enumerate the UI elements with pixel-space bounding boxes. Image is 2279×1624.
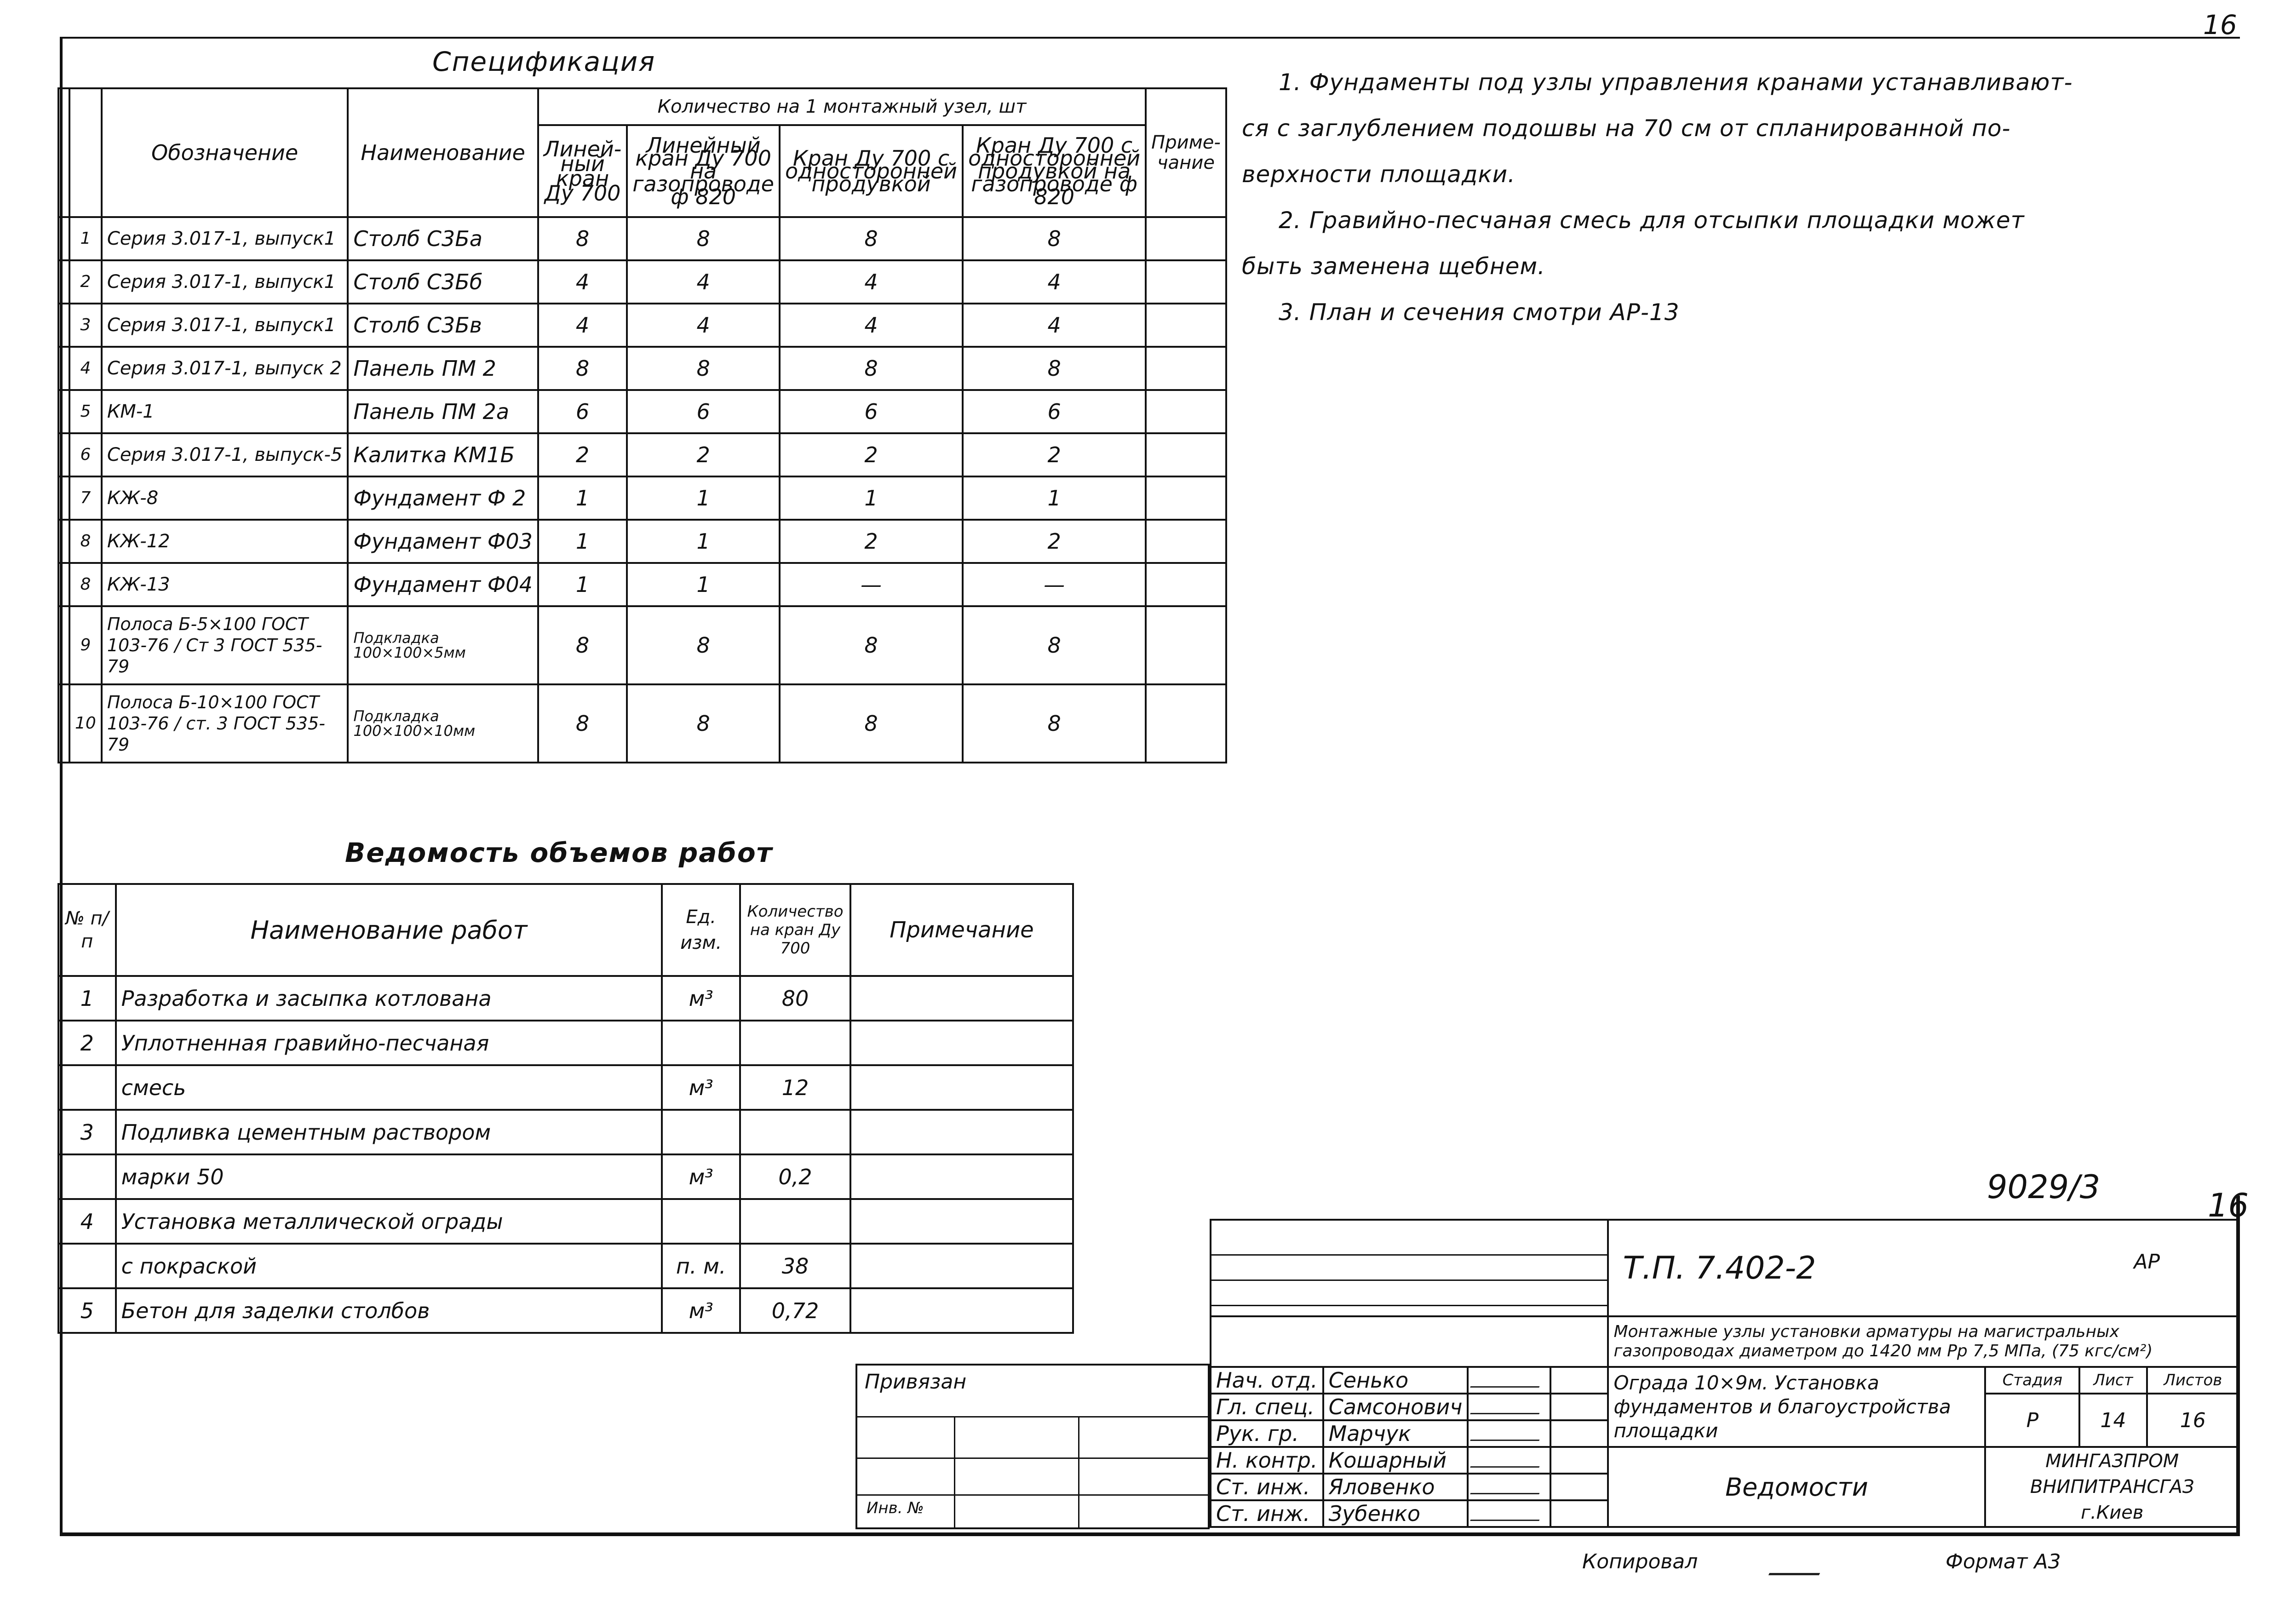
works-cell-qty: 0,2 [740,1154,850,1199]
works-cell-no: 2 [58,1021,116,1065]
spec-cell-qty: 8 [538,217,627,260]
tb-date [1550,1367,1608,1394]
spec-row [58,304,1226,347]
spec-header-name: Наименование [348,88,538,217]
works-cell-note [850,1065,1073,1110]
spec-cell-name: Фундамент Ф04 [348,563,538,606]
inv-label: Инв. № [867,1499,924,1517]
spec-cell-name: Столб С3Бб [348,260,538,304]
spec-cell-blank [58,684,69,763]
tb-section: АР [2134,1250,2160,1274]
tb-role: Гл. спец. [1211,1394,1323,1420]
spec-cell-num: 1 [69,217,102,260]
works-row [58,1110,1073,1154]
spec-cell-num: 3 [69,304,102,347]
spec-cell-num: 10 [69,684,102,763]
works-row [58,1288,1073,1333]
drawing-number: 9029/3 [1987,1168,2101,1206]
spec-cell-qty: 1 [538,563,627,606]
works-cell-name: Бетон для заделки столбов [116,1288,662,1333]
signature-mark [1470,1397,1545,1414]
works-row [58,1244,1073,1288]
spec-cell-qty: 2 [780,433,963,476]
page-corner-number: 16 [2203,9,2237,40]
works-cell-note [850,976,1073,1021]
spec-cell-qty: — [963,563,1146,606]
spec-cell-note [1146,476,1226,520]
works-cell-note [850,1288,1073,1333]
spec-cell-qty: 8 [627,347,780,390]
works-row [58,1065,1073,1110]
works-cell-qty [740,1199,850,1244]
spec-cell-designation: КЖ-13 [102,563,348,606]
spec-cell-qty: 1 [538,476,627,520]
works-table [57,883,1074,1334]
spec-cell-qty: 2 [627,433,780,476]
spec-cell-qty: 4 [538,304,627,347]
tb-sheets: 16 [2147,1394,2239,1447]
works-cell-qty [740,1110,850,1154]
tb-date [1550,1500,1608,1527]
tb-org-line: МИНГАЗПРОМ [2045,1451,2179,1472]
works-row [58,1154,1073,1199]
works-cell-name: Установка металлической ограды [116,1199,662,1244]
spec-cell-qty: 6 [963,390,1146,433]
spec-cell-qty: 8 [780,217,963,260]
note-line: верхности площадки. [1242,161,1516,188]
spec-cell-note [1146,260,1226,304]
works-cell-unit: м³ [662,1288,740,1333]
spec-cell-qty: 8 [538,347,627,390]
works-cell-note [850,1199,1073,1244]
signature-mark [1470,1371,1545,1388]
tb-person-row [1211,1367,2239,1394]
spec-header-designation: Обозначение [102,88,348,217]
spec-cell-qty: 1 [538,520,627,563]
spec-cell-qty: 8 [963,606,1146,684]
spec-row [58,390,1226,433]
works-title: Ведомость объемов работ [345,837,773,868]
spec-col-num [69,88,102,217]
tb-org-line: ВНИПИТРАНСГАЗ [2030,1476,2194,1498]
spec-title: Спецификация [432,46,656,77]
tb-doc-title: Ведомости [1608,1447,1985,1527]
works-header-no: № п/п [58,884,116,976]
spec-row [58,476,1226,520]
spec-cell-qty: 8 [780,606,963,684]
spec-header-col1: Линей-ный кран Ду 700 [538,125,627,217]
spec-cell-note [1146,684,1226,763]
spec-header-col2: Линейный кран Ду 700 на газопроводе ф 820 [627,125,780,217]
note-line: 1. Фундаменты под узлы управления кранами устанавливают- [1279,69,2073,96]
spec-cell-qty: 8 [538,684,627,763]
works-cell-no [58,1065,116,1110]
spec-cell-designation: Серия 3.017-1, выпуск1 [102,260,348,304]
tb-role: Рук. гр. [1211,1420,1323,1447]
works-cell-no: 3 [58,1110,116,1154]
spec-cell-blank [58,476,69,520]
spec-cell-qty: 8 [963,347,1146,390]
signature-mark [1470,1504,1545,1521]
tb-date [1550,1474,1608,1500]
spec-cell-num: 2 [69,260,102,304]
spec-cell-qty: — [780,563,963,606]
spec-cell-qty: 8 [538,606,627,684]
spec-col-blank [58,88,69,217]
spec-cell-blank [58,217,69,260]
spec-cell-qty: 1 [627,476,780,520]
tb-blank-row [1211,1316,1608,1367]
works-cell-no [58,1244,116,1288]
works-cell-unit: п. м. [662,1244,740,1288]
spec-cell-num: 8 [69,520,102,563]
spec-cell-designation: Полоса Б-5×100 ГОСТ 103-76 / Ст 3 ГОСТ 535-79 [102,606,348,684]
tb-role: Нач. отд. [1211,1367,1323,1394]
spec-cell-qty: 2 [963,520,1146,563]
signature-mark [1470,1451,1545,1468]
tb-signature [1468,1394,1550,1420]
works-cell-note [850,1154,1073,1199]
works-cell-name: Разработка и засыпка котлована [116,976,662,1021]
spec-header-col4: Кран Ду 700 с односторонней продувкой на газопроводе ф 820 [963,125,1146,217]
spec-cell-num: 6 [69,433,102,476]
spec-row [58,563,1226,606]
spec-cell-name: Фундамент Ф 2 [348,476,538,520]
works-cell-qty: 12 [740,1065,850,1110]
works-cell-unit [662,1199,740,1244]
spec-cell-blank [58,260,69,304]
general-notes [1242,69,2185,345]
tb-sheet: 14 [2079,1394,2147,1447]
spec-cell-name: Панель ПМ 2а [348,390,538,433]
tb-signature [1468,1500,1550,1527]
works-cell-unit [662,1021,740,1065]
tb-object: Ограда 10×9м. Установка фундаментов и благоустройства площадки [1608,1367,1985,1447]
signature-mark [1470,1477,1545,1494]
tb-role: Н. контр. [1211,1447,1323,1474]
note-line: ся с заглублением подошвы на 70 см от спланированной по- [1242,115,2011,142]
spec-cell-blank [58,433,69,476]
works-header-name: Наименование работ [116,884,662,976]
spec-header-col3: Кран Ду 700 с односторонней продувкой [780,125,963,217]
note-line: 3. План и сечения смотри АР-13 [1279,299,1680,326]
spec-row [58,217,1226,260]
works-header-note: Примечание [850,884,1073,976]
privyazan-block [855,1364,1210,1529]
spec-cell-qty: 8 [627,684,780,763]
spec-cell-note [1146,606,1226,684]
works-cell-unit: м³ [662,1154,740,1199]
spec-cell-qty: 4 [780,260,963,304]
works-cell-name: Уплотненная гравийно-песчаная [116,1021,662,1065]
tb-organization [1985,1447,2239,1527]
works-cell-name: с покраской [116,1244,662,1288]
works-cell-no [58,1154,116,1199]
stamp-corner-number: 16 [2208,1187,2249,1224]
works-header-qty: Количество на кран Ду 700 [740,884,850,976]
spec-table [57,87,1227,763]
spec-cell-blank [58,347,69,390]
tb-stage-label: Стадия [1985,1367,2079,1394]
spec-cell-name: Подкладка 100×100×5мм [348,606,538,684]
spec-cell-num: 9 [69,606,102,684]
spec-cell-designation: КЖ-8 [102,476,348,520]
spec-row [58,347,1226,390]
works-cell-name: Подливка цементным раствором [116,1110,662,1154]
spec-cell-qty: 8 [780,347,963,390]
spec-cell-qty: 4 [538,260,627,304]
works-cell-note [850,1110,1073,1154]
tb-person-row [1211,1447,2239,1474]
works-cell-unit [662,1110,740,1154]
spec-cell-qty: 8 [627,217,780,260]
spec-cell-qty: 1 [963,476,1146,520]
works-cell-name: смесь [116,1065,662,1110]
spec-cell-qty: 2 [963,433,1146,476]
spec-cell-designation: Серия 3.017-1, выпуск-5 [102,433,348,476]
tb-date [1550,1394,1608,1420]
works-cell-qty [740,1021,850,1065]
tb-sheet-label: Лист [2079,1367,2147,1394]
signature-mark [1470,1424,1545,1441]
tb-org-line: г.Киев [2081,1502,2144,1523]
spec-cell-qty: 2 [780,520,963,563]
spec-cell-note [1146,433,1226,476]
spec-cell-name: Панель ПМ 2 [348,347,538,390]
tb-project: Монтажные узлы установки арматуры на магистральных газопроводах диаметром до 1420 мм Рр 7,5 МПа, (75 кгс/см²) [1608,1316,2239,1367]
spec-cell-num: 8 [69,563,102,606]
works-cell-qty: 38 [740,1244,850,1288]
spec-cell-note [1146,520,1226,563]
spec-cell-qty: 6 [627,390,780,433]
spec-cell-num: 5 [69,390,102,433]
spec-cell-note [1146,390,1226,433]
spec-cell-qty: 4 [780,304,963,347]
works-cell-no: 1 [58,976,116,1021]
tb-date [1550,1420,1608,1447]
tb-date [1550,1447,1608,1474]
tb-code-cell [1608,1220,2239,1316]
works-header-unit: Ед. изм. [662,884,740,976]
privyazan-label: Привязан [865,1370,967,1394]
tb-signature [1468,1420,1550,1447]
spec-cell-qty: 8 [780,684,963,763]
spec-header-note: Приме-чание [1146,88,1226,217]
spec-cell-note [1146,563,1226,606]
spec-header-qty: Количество на 1 монтажный узел, шт [538,88,1146,125]
works-cell-name: марки 50 [116,1154,662,1199]
spec-cell-qty: 4 [627,260,780,304]
tb-signature [1468,1474,1550,1500]
tb-person-name: Марчук [1323,1420,1468,1447]
works-cell-unit: м³ [662,976,740,1021]
spec-cell-blank [58,520,69,563]
note-line: быть заменена щебнем. [1242,253,1545,280]
spec-cell-qty: 8 [963,684,1146,763]
spec-cell-qty: 4 [627,304,780,347]
tb-signature [1468,1367,1550,1394]
spec-cell-designation: Серия 3.017-1, выпуск 2 [102,347,348,390]
spec-cell-qty: 1 [627,563,780,606]
spec-cell-note [1146,217,1226,260]
spec-row [58,260,1226,304]
tb-person-name: Зубенко [1323,1500,1468,1527]
spec-cell-num: 7 [69,476,102,520]
spec-row [58,433,1226,476]
spec-cell-qty: 4 [963,260,1146,304]
copied-label: Копировал [1582,1550,1698,1573]
spec-cell-blank [58,563,69,606]
spec-cell-name: Столб С3Бв [348,304,538,347]
tb-person-name: Кошарный [1323,1447,1468,1474]
works-row [58,1199,1073,1244]
works-row [58,976,1073,1021]
title-block [1210,1219,2240,1528]
spec-cell-qty: 8 [627,606,780,684]
works-cell-no: 4 [58,1199,116,1244]
tb-stage: Р [1985,1394,2079,1447]
tb-sheets-label: Листов [2147,1367,2239,1394]
tb-blank-grid [1211,1220,1608,1316]
note-line: 2. Гравийно-песчаная смесь для отсыпки площадки может [1279,207,2025,234]
tb-person-name: Яловенко [1323,1474,1468,1500]
spec-cell-qty: 6 [780,390,963,433]
tb-role: Ст. инж. [1211,1500,1323,1527]
spec-cell-name: Калитка КМ1Б [348,433,538,476]
spec-cell-blank [58,606,69,684]
spec-cell-designation: КЖ-12 [102,520,348,563]
copied-signature [1768,1545,1833,1575]
spec-row [58,520,1226,563]
works-cell-qty: 0,72 [740,1288,850,1333]
spec-row [58,606,1226,684]
works-cell-unit: м³ [662,1065,740,1110]
spec-cell-qty: 2 [538,433,627,476]
spec-cell-note [1146,347,1226,390]
spec-cell-designation: КМ-1 [102,390,348,433]
spec-cell-designation: Полоса Б-10×100 ГОСТ 103-76 / ст. 3 ГОСТ 535-79 [102,684,348,763]
spec-cell-qty: 1 [780,476,963,520]
tb-code: Т.П. 7.402-2 [1623,1250,1816,1286]
spec-cell-name: Столб С3Ба [348,217,538,260]
works-cell-no: 5 [58,1288,116,1333]
works-cell-qty: 80 [740,976,850,1021]
spec-cell-designation: Серия 3.017-1, выпуск1 [102,217,348,260]
tb-role: Ст. инж. [1211,1474,1323,1500]
spec-cell-blank [58,390,69,433]
tb-person-name: Сенько [1323,1367,1468,1394]
spec-cell-qty: 6 [538,390,627,433]
spec-cell-note [1146,304,1226,347]
tb-signature [1468,1447,1550,1474]
spec-cell-designation: Серия 3.017-1, выпуск1 [102,304,348,347]
spec-cell-num: 4 [69,347,102,390]
format-label: Формат А3 [1946,1550,2061,1573]
works-cell-note [850,1244,1073,1288]
spec-cell-name: Подкладка 100×100×10мм [348,684,538,763]
spec-cell-blank [58,304,69,347]
spec-cell-qty: 8 [963,217,1146,260]
spec-cell-name: Фундамент Ф03 [348,520,538,563]
works-row [58,1021,1073,1065]
spec-row [58,684,1226,763]
tb-person-name: Самсонович [1323,1394,1468,1420]
spec-cell-qty: 4 [963,304,1146,347]
spec-cell-qty: 1 [627,520,780,563]
works-cell-note [850,1021,1073,1065]
